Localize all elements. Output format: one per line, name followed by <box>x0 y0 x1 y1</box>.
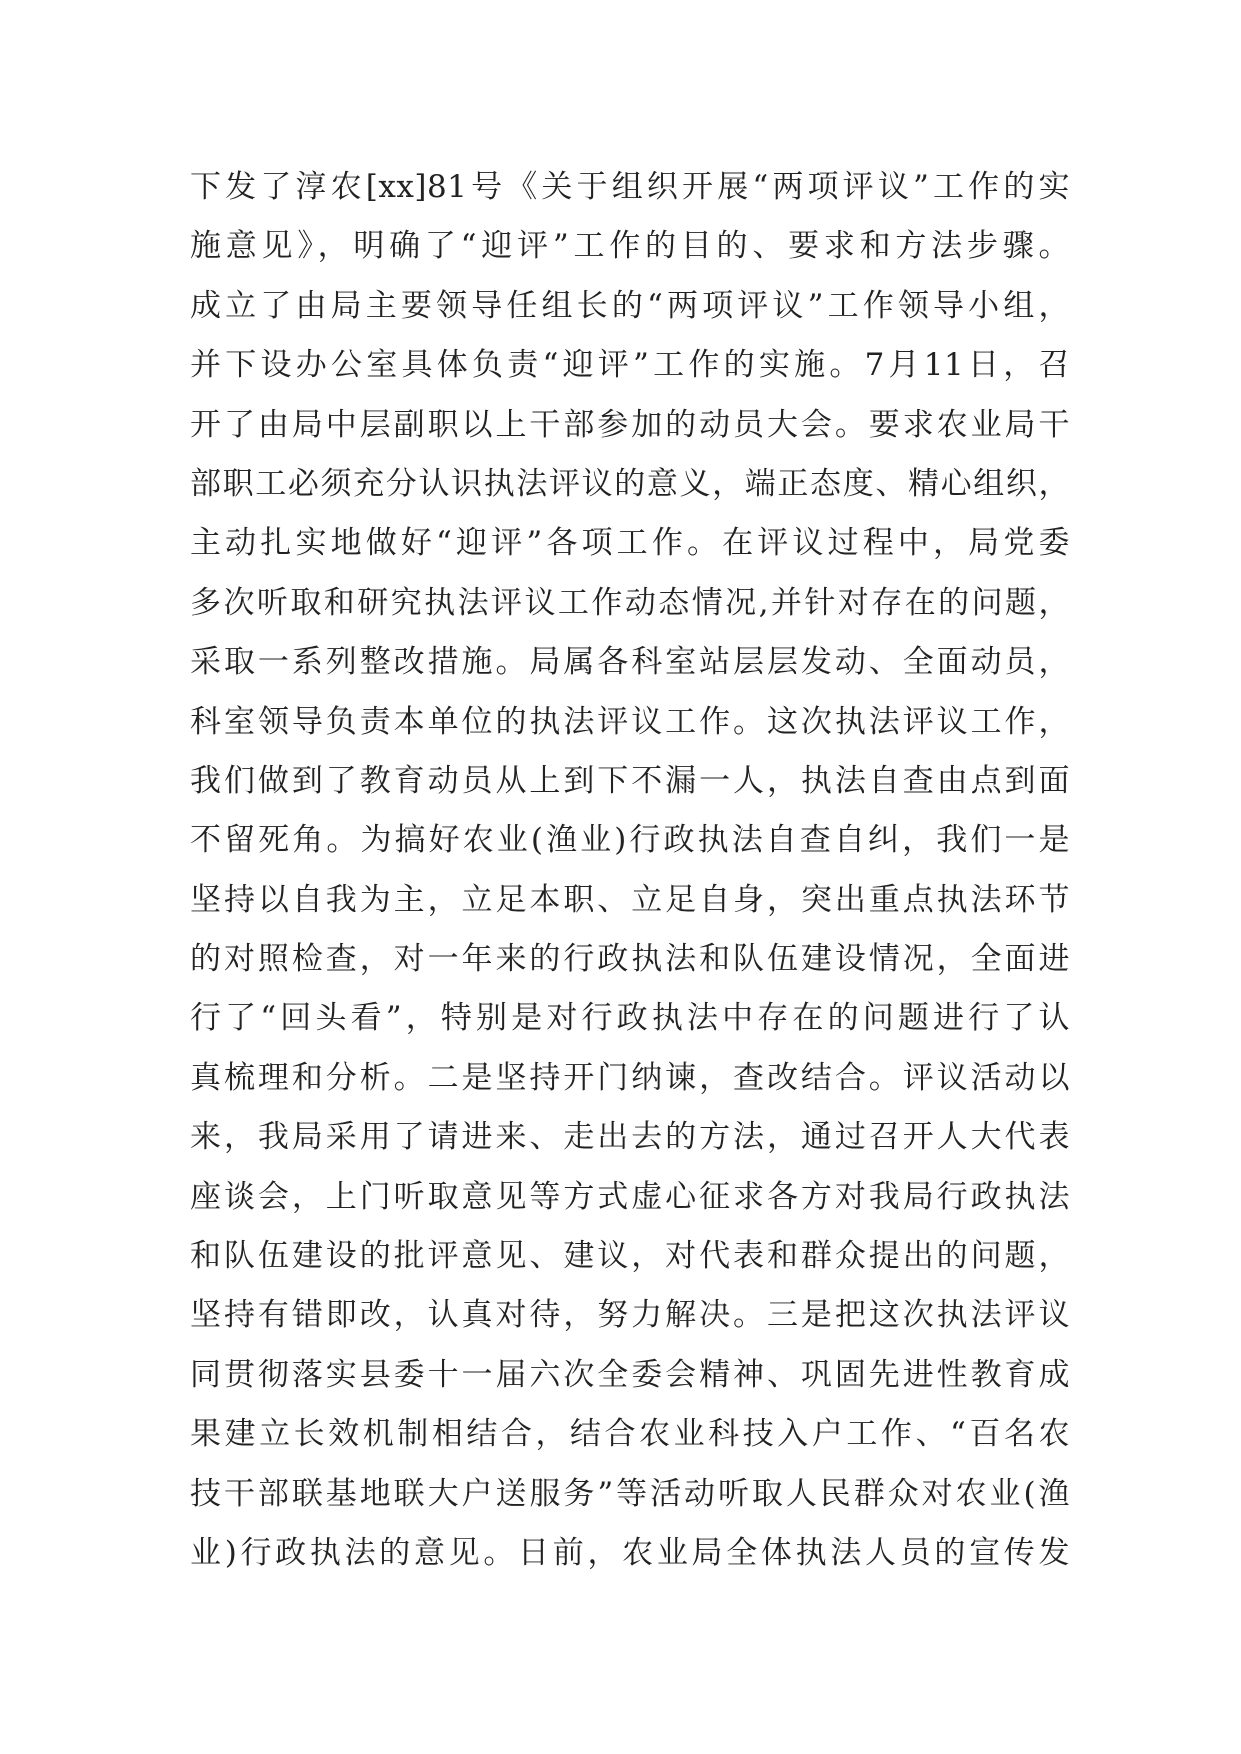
text-line: 和队伍建设的批评意见、建议，对代表和群众提出的问题， <box>190 1238 1070 1275</box>
body-paragraph <box>190 158 1070 1583</box>
text-line: 业)行政执法的意见。日前，农业局全体执法人员的宣传发 <box>190 1534 1070 1571</box>
text-line: 真梳理和分析。二是坚持开门纳谏，查改结合。评议活动以 <box>190 1059 1070 1096</box>
text-line: 同贯彻落实县委十一届六次全委会精神、巩固先进性教育成 <box>190 1356 1070 1393</box>
text-line: 坚持有错即改，认真对待，努力解决。三是把这次执法评议 <box>190 1297 1070 1334</box>
text-line: 座谈会，上门听取意见等方式虚心征求各方对我局行政执法 <box>190 1178 1070 1215</box>
text-line: 不留死角。为搞好农业(渔业)行政执法自查自纠，我们一是 <box>190 822 1070 859</box>
text-line: 科室领导负责本单位的执法评议工作。这次执法评议工作， <box>190 703 1070 740</box>
text-line: 我们做到了教育动员从上到下不漏一人，执法自查由点到面 <box>190 762 1070 799</box>
text-line: 并下设办公室具体负责“迎评”工作的实施。7月11日，召 <box>190 347 1070 384</box>
text-line: 果建立长效机制相结合，结合农业科技入户工作、“百名农 <box>190 1416 1070 1453</box>
text-line: 坚持以自我为主，立足本职、立足自身，突出重点执法环节 <box>190 881 1070 918</box>
text-line: 行了“回头看”，特别是对行政执法中存在的问题进行了认 <box>190 1000 1070 1037</box>
text-line: 下发了淳农[xx]81号《关于组织开展“两项评议”工作的实 <box>190 169 1070 205</box>
text-line: 成立了由局主要领导任组长的“两项评议”工作领导小组， <box>190 287 1070 324</box>
text-line: 来，我局采用了请进来、走出去的方法，通过召开人大代表 <box>190 1119 1070 1156</box>
text-line: 技干部联基地联大户送服务”等活动听取人民群众对农业(渔 <box>190 1475 1070 1512</box>
text-line: 施意见》，明确了“迎评”工作的目的、要求和方法步骤。 <box>190 228 1070 265</box>
text-line: 多次听取和研究执法评议工作动态情况,并针对存在的问题， <box>190 584 1070 621</box>
text-line: 开了由局中层副职以上干部参加的动员大会。要求农业局干 <box>190 406 1070 443</box>
text-line: 采取一系列整改措施。局属各科室站层层发动、全面动员， <box>190 644 1070 681</box>
text-line: 的对照检查，对一年来的行政执法和队伍建设情况，全面进 <box>190 941 1070 978</box>
text-line: 主动扎实地做好“迎评”各项工作。在评议过程中，局党委 <box>190 525 1070 562</box>
text-line: 部职工必须充分认识执法评议的意义，端正态度、精心组织， <box>190 465 1070 502</box>
